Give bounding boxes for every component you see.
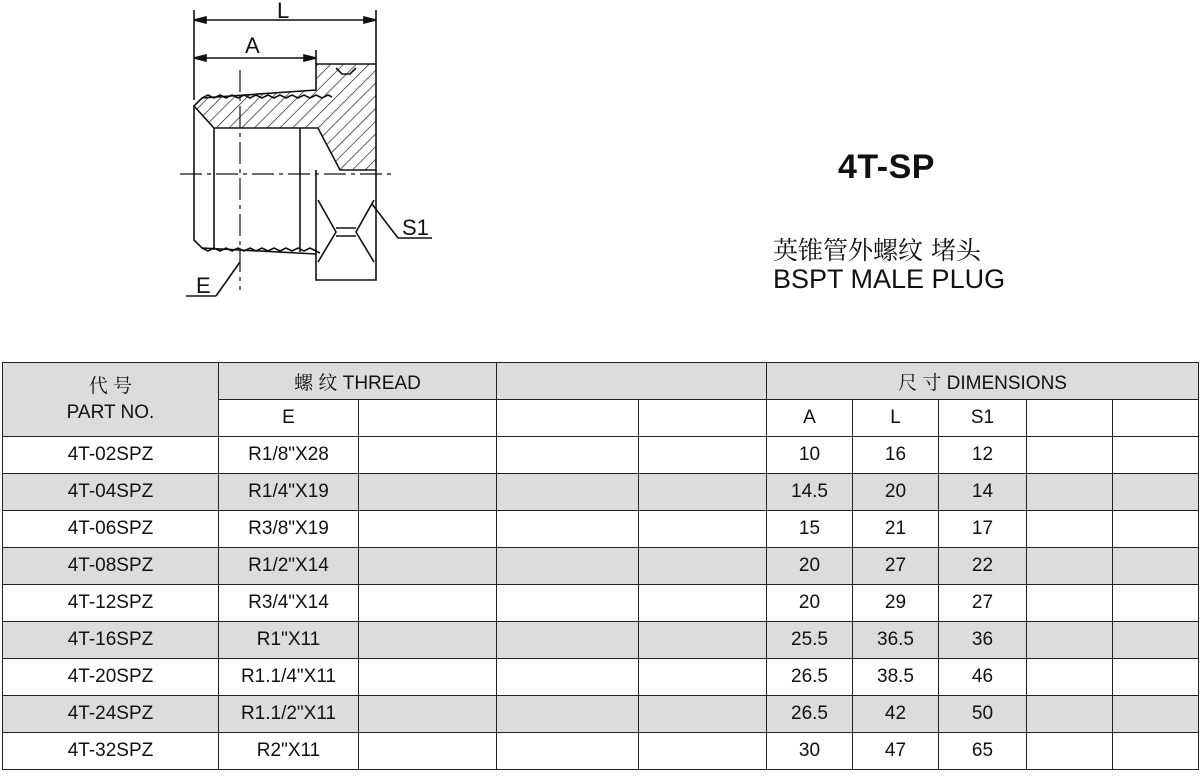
empty-cell — [1027, 437, 1113, 474]
table-row — [3, 585, 1199, 622]
table-row — [3, 548, 1199, 585]
empty-cell — [639, 622, 767, 659]
dimension-S1-cell: 65 — [939, 733, 1027, 770]
part-number-cell: 4T-04SPZ — [3, 474, 219, 511]
dimension-S1-cell: 12 — [939, 437, 1027, 474]
empty-cell — [497, 474, 639, 511]
empty-cell — [1027, 548, 1113, 585]
empty-cell — [1027, 400, 1113, 437]
dimension-label-A: A — [245, 33, 260, 58]
thread-E-header: E — [219, 400, 359, 437]
dimensions-header: 尺 寸 DIMENSIONS — [767, 363, 1199, 400]
table-header-row — [3, 363, 1199, 400]
empty-cell — [1027, 733, 1113, 770]
thread-cell: R3/8"X19 — [219, 511, 359, 548]
table-row — [3, 696, 1199, 733]
empty-cell — [1027, 622, 1113, 659]
dimension-S1-cell: 46 — [939, 659, 1027, 696]
part-number-header-en: PART NO. — [66, 401, 155, 423]
part-number-cell: 4T-12SPZ — [3, 585, 219, 622]
empty-cell — [639, 474, 767, 511]
dimension-S1-cell: 17 — [939, 511, 1027, 548]
dimension-L-cell: 16 — [853, 437, 939, 474]
dimension-S1-cell: 27 — [939, 585, 1027, 622]
empty-cell — [1027, 474, 1113, 511]
table-row — [3, 733, 1199, 770]
empty-cell — [359, 474, 497, 511]
dimension-label-L: L — [277, 0, 290, 23]
dimension-L-cell: 29 — [853, 585, 939, 622]
empty-cell — [497, 548, 639, 585]
dimension-L-header: L — [853, 400, 939, 437]
empty-cell — [359, 511, 497, 548]
thread-cell: R1.1/2"X11 — [219, 696, 359, 733]
table-row — [3, 437, 1199, 474]
thread-header: 螺 纹 THREAD — [219, 363, 497, 400]
dimension-L-cell: 36.5 — [853, 622, 939, 659]
thread-cell: R3/4"X14 — [219, 585, 359, 622]
table-row — [3, 511, 1199, 548]
part-number-header-cn: 代 号 — [88, 375, 133, 397]
empty-cell — [639, 437, 767, 474]
empty-cell — [1113, 696, 1199, 733]
dimension-A-cell: 25.5 — [767, 622, 853, 659]
empty-cell — [497, 437, 639, 474]
dimension-A-cell: 20 — [767, 548, 853, 585]
dimension-A-cell: 20 — [767, 585, 853, 622]
empty-cell — [359, 659, 497, 696]
dimension-A-cell: 10 — [767, 437, 853, 474]
empty-cell — [359, 622, 497, 659]
thread-cell: R1/8"X28 — [219, 437, 359, 474]
part-number-cell: 4T-06SPZ — [3, 511, 219, 548]
part-number-cell: 4T-02SPZ — [3, 437, 219, 474]
blank-header — [497, 363, 767, 400]
product-code-title: 4T-SP — [838, 148, 935, 186]
product-name-english: BSPT MALE PLUG — [773, 264, 1006, 294]
empty-cell — [1027, 659, 1113, 696]
thread-cell: R2"X11 — [219, 733, 359, 770]
part-number-cell: 4T-08SPZ — [3, 548, 219, 585]
empty-cell — [1113, 474, 1199, 511]
empty-cell — [1113, 511, 1199, 548]
empty-cell — [497, 733, 639, 770]
empty-cell — [497, 585, 639, 622]
empty-cell — [639, 659, 767, 696]
empty-cell — [359, 437, 497, 474]
empty-cell — [639, 733, 767, 770]
empty-cell — [1113, 622, 1199, 659]
thread-cell: R1"X11 — [219, 622, 359, 659]
plug-technical-drawing — [0, 0, 480, 320]
dimension-L-cell: 47 — [853, 733, 939, 770]
dimension-A-cell: 26.5 — [767, 659, 853, 696]
thread-cell: R1.1/4"X11 — [219, 659, 359, 696]
empty-cell — [1027, 585, 1113, 622]
empty-cell — [639, 696, 767, 733]
dimension-S1-cell: 22 — [939, 548, 1027, 585]
dimension-S1-header: S1 — [939, 400, 1027, 437]
part-number-header — [3, 363, 219, 437]
empty-cell — [497, 659, 639, 696]
empty-cell — [359, 400, 497, 437]
empty-cell — [359, 548, 497, 585]
dimension-L-cell: 27 — [853, 548, 939, 585]
table-row — [3, 474, 1199, 511]
dimension-S1-cell: 50 — [939, 696, 1027, 733]
dimension-label-E: E — [196, 273, 211, 298]
empty-cell — [359, 733, 497, 770]
dimension-L-cell: 20 — [853, 474, 939, 511]
empty-cell — [359, 585, 497, 622]
specification-table — [2, 362, 1199, 770]
empty-cell — [1113, 585, 1199, 622]
empty-cell — [1113, 659, 1199, 696]
empty-cell — [1113, 548, 1199, 585]
dimension-L-cell: 21 — [853, 511, 939, 548]
empty-cell — [639, 511, 767, 548]
dimension-L-cell: 38.5 — [853, 659, 939, 696]
dimension-A-cell: 14.5 — [767, 474, 853, 511]
part-number-cell: 4T-32SPZ — [3, 733, 219, 770]
empty-cell — [497, 696, 639, 733]
empty-cell — [1113, 733, 1199, 770]
dimension-A-cell: 26.5 — [767, 696, 853, 733]
empty-cell — [497, 511, 639, 548]
part-number-cell: 4T-24SPZ — [3, 696, 219, 733]
empty-cell — [639, 400, 767, 437]
part-number-cell: 4T-16SPZ — [3, 622, 219, 659]
table-row — [3, 659, 1199, 696]
empty-cell — [1027, 696, 1113, 733]
empty-cell — [1027, 511, 1113, 548]
dimension-A-cell: 15 — [767, 511, 853, 548]
product-name-chinese: 英锥管外螺纹 堵头 — [773, 236, 981, 265]
dimension-A-header: A — [767, 400, 853, 437]
empty-cell — [497, 400, 639, 437]
empty-cell — [497, 622, 639, 659]
empty-cell — [1113, 400, 1199, 437]
thread-cell: R1/2"X14 — [219, 548, 359, 585]
empty-cell — [359, 696, 497, 733]
dimension-S1-cell: 14 — [939, 474, 1027, 511]
empty-cell — [1113, 437, 1199, 474]
dimension-L-cell: 42 — [853, 696, 939, 733]
table-row — [3, 622, 1199, 659]
empty-cell — [639, 548, 767, 585]
dimension-S1-cell: 36 — [939, 622, 1027, 659]
part-number-cell: 4T-20SPZ — [3, 659, 219, 696]
empty-cell — [639, 585, 767, 622]
dimension-A-cell: 30 — [767, 733, 853, 770]
dimension-label-S1: S1 — [402, 215, 429, 240]
thread-cell: R1/4"X19 — [219, 474, 359, 511]
